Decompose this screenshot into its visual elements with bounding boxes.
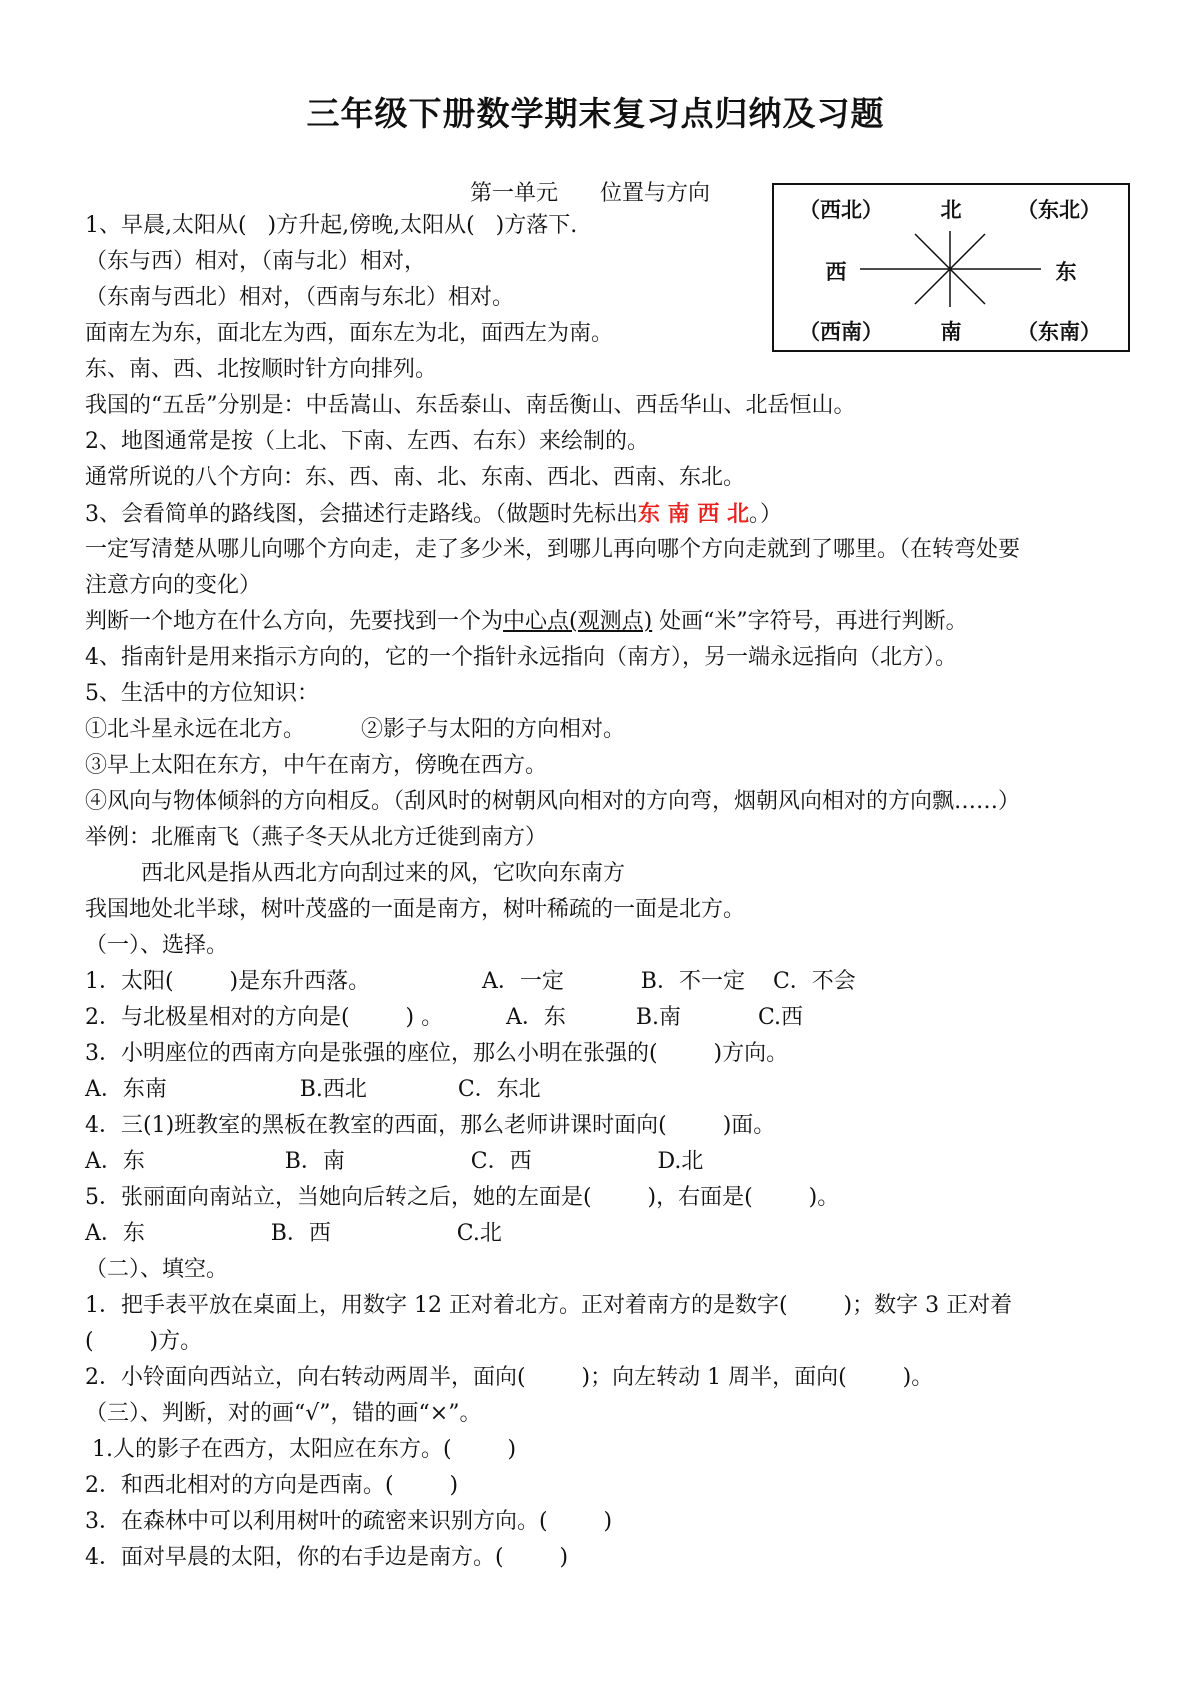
compass-label-east: 东 xyxy=(1055,260,1077,284)
question: 4．三(1)班教室的黑板在教室的西面，那么老师讲课时面向( )面。 xyxy=(85,1113,776,1138)
note-line: 1、早晨,太阳从( )方升起,傍晚,太阳从( )方落下. xyxy=(85,213,578,238)
note-line: ④风向与物体倾斜的方向相反。（刮风时的树朝风向相对的方向弯，烟朝风向相对的方向飘……） xyxy=(85,789,1021,814)
note-line: 5、生活中的方位知识： xyxy=(85,681,319,706)
compass-label-west: 西 xyxy=(825,260,847,284)
note-line: 西北风是指从西北方向刮过来的风，它吹向东南方 xyxy=(85,861,625,886)
note-text: 。） xyxy=(748,502,782,527)
question-options: A．东南 B.西北 C．东北 xyxy=(85,1077,541,1102)
compass-label-southwest: （西南） xyxy=(799,320,883,344)
judge-question: 2．和西北相对的方向是西南。( ) xyxy=(85,1473,459,1498)
note-text: 判断一个地方在什么方向，先要找到一个为 xyxy=(85,609,504,634)
note-line: 2、地图通常是按（上北、下南、左西、右东）来绘制的。 xyxy=(85,429,649,454)
compass-label-north: 北 xyxy=(940,198,962,222)
note-line: 4、指南针是用来指示方向的，它的一个指针永远指向（南方），另一端永远指向（北方）。 xyxy=(85,645,958,670)
note-text: 3、会看简单的路线图，会描述行走路线。（做题时先标出 xyxy=(85,502,638,527)
note-line-center-point xyxy=(85,609,968,635)
note-line: ①北斗星永远在北方。 ②影子与太阳的方向相对。 xyxy=(85,717,625,742)
document-title: 三年级下册数学期末复习点归纳及习题 xyxy=(306,94,885,133)
note-line: 举例：北雁南飞（燕子冬天从北方迁徙到南方） xyxy=(85,825,548,850)
note-line: 我国地处北半球，树叶茂盛的一面是南方，树叶稀疏的一面是北方。 xyxy=(85,897,746,922)
note-text: 处画“米”字符号，再进行判断。 xyxy=(652,609,968,634)
note-line: 东、南、西、北按顺时针方向排列。 xyxy=(85,357,438,382)
note-line: 注意方向的变化） xyxy=(85,573,262,598)
section-heading-judge: （三）、判断，对的画“√”，错的画“×”。 xyxy=(85,1401,482,1426)
center-point-term: 中心点(观测点) xyxy=(503,609,653,634)
compass-label-northeast: （东北） xyxy=(1017,198,1101,222)
note-line: 一定写清楚从哪儿向哪个方向走，走了多少米，到哪儿再向哪个方向走就到了哪里。（在转弯处要 xyxy=(85,537,1021,562)
section-heading-fill: （二）、填空。 xyxy=(85,1257,229,1282)
compass-diagram xyxy=(772,183,1130,352)
fill-question: 1．把手表平放在桌面上，用数字 12 正对着北方。正对着南方的是数字( )；数字 3 正对着 xyxy=(85,1293,1013,1318)
judge-question: 3．在森林中可以利用树叶的疏密来识别方向。( ) xyxy=(85,1509,613,1534)
fill-question: 2．小铃面向西站立，向右转动两周半，面向( )；向左转动 1 周半，面向( )。 xyxy=(85,1365,934,1390)
compass-label-northwest: （西北） xyxy=(799,198,883,222)
note-line-route xyxy=(85,501,782,528)
question-options: A．东 B．南 C．西 D.北 xyxy=(85,1149,704,1174)
question: 1．太阳( )是东升西落。 A．一定 B．不一定 C．不会 xyxy=(85,969,856,994)
section-heading-choice: （一）、选择。 xyxy=(85,933,229,958)
note-line: （东南与西北）相对，（西南与东北）相对。 xyxy=(85,285,515,310)
note-line: ③早上太阳在东方，中午在南方，傍晚在西方。 xyxy=(85,753,548,778)
question: 5．张丽面向南站立，当她向后转之后，她的左面是( )，右面是( )。 xyxy=(85,1185,840,1210)
note-line: 面南左为东，面北左为西，面东左为北，面西左为南。 xyxy=(85,321,614,346)
note-line: 我国的“五岳”分别是：中岳嵩山、东岳泰山、南岳衡山、西岳华山、北岳恒山。 xyxy=(85,393,856,418)
question-options: A．东 B．西 C.北 xyxy=(85,1221,502,1246)
note-line: 通常所说的八个方向：东、西、南、北、东南、西北、西南、东北。 xyxy=(85,465,746,490)
direction-highlight: 东 南 西 北 xyxy=(638,501,749,527)
compass-label-south: 南 xyxy=(940,320,962,344)
unit-heading: 第一单元 位置与方向 xyxy=(470,181,710,206)
compass-label-southeast: （东南） xyxy=(1017,320,1101,344)
judge-question: 1.人的影子在西方，太阳应在东方。( ) xyxy=(85,1437,517,1462)
note-line: （东与西）相对，（南与北）相对， xyxy=(85,249,427,274)
question: 3．小明座位的西南方向是张强的座位，那么小明在张强的( )方向。 xyxy=(85,1041,789,1066)
question: 2．与北极星相对的方向是( ) 。 A．东 B.南 C.西 xyxy=(85,1005,803,1030)
judge-question: 4．面对早晨的太阳，你的右手边是南方。( ) xyxy=(85,1545,569,1570)
fill-question: ( )方。 xyxy=(85,1329,203,1354)
